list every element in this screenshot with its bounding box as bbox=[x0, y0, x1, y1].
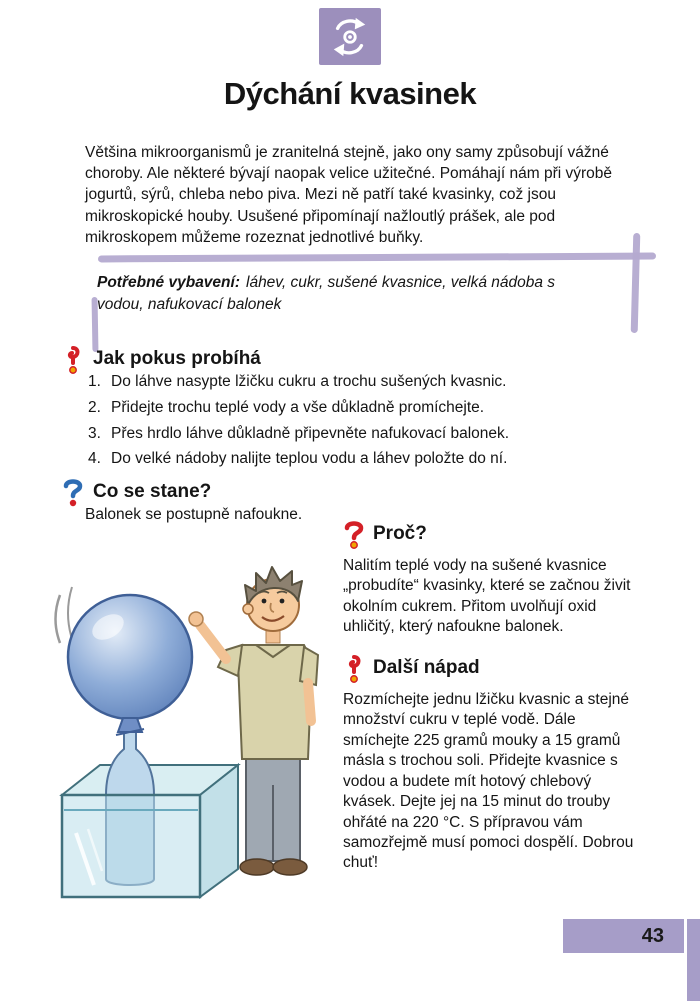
step-number: 4. bbox=[88, 450, 101, 468]
procedure-steps bbox=[88, 374, 613, 477]
idea-text: Rozmíchejte jednu lžičku kvasnic a stejné množství cukru v teplé vodě. Dále smíchejte 225 gramů mouky a 15 gramů másla s trochou soli. Přidejte kvasnice s vodou a budete mít hotový chlebový kvásek. Dejte jej na 15 minut do trouby ohřáté na 220 °C. S přípravou vám samozřejmě musí pomoci dospělí. Dobrou chuť! bbox=[343, 690, 634, 872]
idea-heading: Další nápad bbox=[373, 656, 480, 678]
step-3 bbox=[88, 426, 613, 442]
step-1 bbox=[88, 374, 613, 390]
equipment-items: láhev, cukr, sušené kvasnice, velká nádoba s vodou, nafukovací balonek bbox=[97, 274, 556, 314]
step-number: 1. bbox=[88, 373, 101, 390]
result-heading: Co se stane? bbox=[93, 481, 212, 502]
page-number-bar bbox=[563, 919, 684, 953]
step-number: 2. bbox=[88, 398, 101, 416]
experiment-illustration bbox=[48, 533, 340, 911]
result-text: Balonek se postupně nafoukne. bbox=[85, 506, 303, 523]
page-title: Dýchání kvasinek bbox=[223, 76, 477, 111]
page-number: 43 bbox=[641, 924, 664, 947]
decorative-stroke-right bbox=[631, 233, 641, 333]
chapter-icon-box bbox=[319, 8, 381, 65]
idea-heading-row bbox=[343, 653, 639, 683]
corner-edge-strip bbox=[687, 919, 700, 1001]
step-number: 3. bbox=[88, 424, 101, 442]
why-heading-row bbox=[343, 519, 639, 549]
why-text: Nalitím teplé vody na sušené kvasnice „probudíte“ kvasinky, které se začnou živit okolním cukrem. Přitom uvolňují oxid uhličitý, který nafoukne balonek. bbox=[343, 557, 631, 636]
step-text: Přidejte trochu teplé vody a vše důkladně promíchejte. bbox=[111, 398, 485, 416]
procedure-heading: Jak pokus probíhá bbox=[93, 348, 261, 369]
exclamation-swirl-icon bbox=[62, 344, 84, 374]
question-mark-blue-icon bbox=[62, 477, 84, 507]
balloon bbox=[68, 595, 192, 719]
motion-line bbox=[56, 595, 61, 643]
why-heading: Proč? bbox=[373, 523, 427, 544]
step-2 bbox=[88, 400, 613, 416]
intro-paragraph: Většina mikroorganismů je zranitelná stejně, jako ony samy způsobují vážné choroby. Ale některé bývají naopak velice užitečné. Pomáhají nám při výrobě jogurtů, sýrů, chleba nebo piva. Mezi ně patří také kvasinky, což jsou mikroskopické houby. Usušené připomínají nažloutlý prášek, ale pod mikroskopem můžeme rozeznat jednotlivé buňky. bbox=[85, 144, 612, 246]
procedure-heading-row bbox=[62, 344, 261, 374]
equipment-paragraph bbox=[97, 272, 602, 317]
step-text: Přes hrdlo láhve důkladně připevněte nafukovací balonek. bbox=[111, 424, 510, 442]
right-column bbox=[343, 519, 639, 889]
cycle-arrows-icon bbox=[327, 16, 373, 58]
decorative-stroke-top bbox=[98, 253, 656, 263]
step-4 bbox=[88, 451, 613, 467]
step-text: Do láhve nasypte lžičku cukru a trochu sušených kvasnic. bbox=[111, 373, 507, 390]
step-text: Do velké nádoby nalijte teplou vodu a láhev položte do ní. bbox=[111, 450, 508, 468]
exclamation-swirl-icon bbox=[343, 653, 365, 683]
result-heading-row bbox=[62, 477, 211, 507]
question-mark-red-icon bbox=[343, 519, 365, 549]
equipment-label: Potřebné vybavení: bbox=[97, 274, 240, 291]
